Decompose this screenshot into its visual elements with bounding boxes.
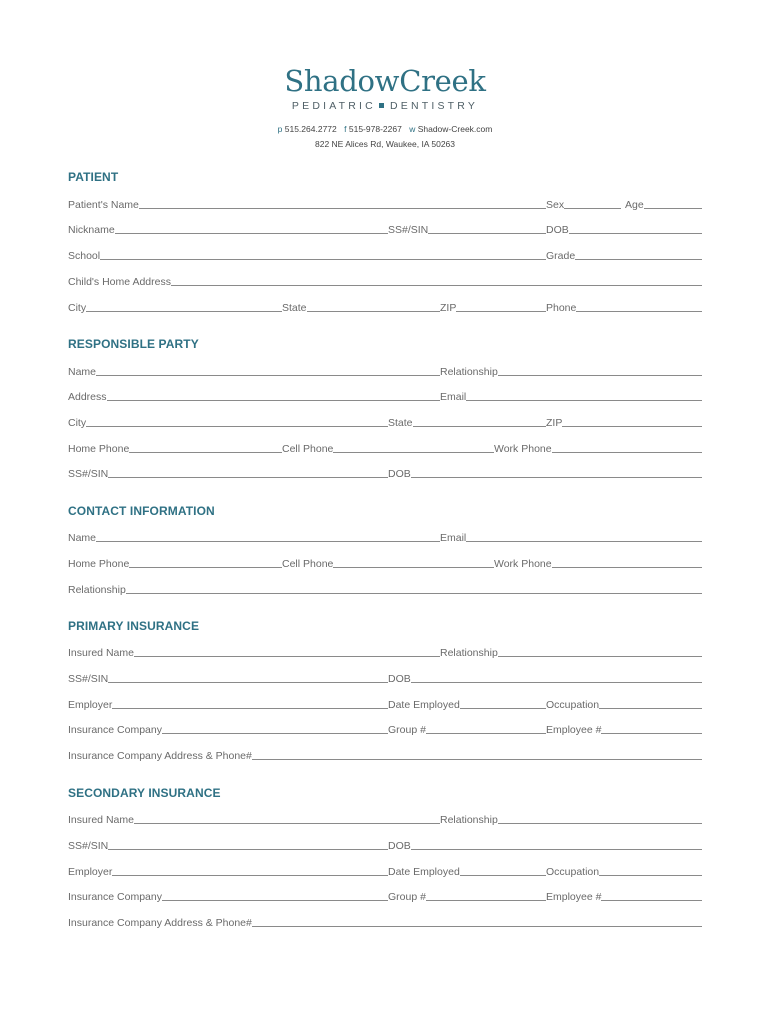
phone-key: p [277,124,283,134]
patient-state-field[interactable] [282,300,440,314]
secondary-insurance-company-field[interactable] [68,889,388,903]
patient-school-field[interactable] [68,248,546,262]
field-label: Insured Name [68,814,134,826]
phone-number: 515.264.2772 [284,124,337,134]
field-label: SS#/SIN [68,673,109,685]
field-line[interactable] [162,889,388,901]
responsible-city-field[interactable] [68,415,388,429]
field-label: State [282,302,307,314]
field-label: Employer [68,699,113,711]
responsible-home-phone-field[interactable] [68,441,282,455]
primary-row-4 [68,722,702,736]
responsible-name-field[interactable] [68,364,440,378]
field-line[interactable] [413,415,546,427]
secondary-group-field[interactable] [388,889,546,903]
field-line[interactable] [86,415,388,427]
field-line[interactable] [456,300,546,312]
field-line[interactable] [107,389,440,401]
secondary-row-5 [68,915,702,929]
primary-row-3 [68,697,702,711]
contact-row-1 [68,530,702,544]
field-line[interactable] [601,889,702,901]
field-label: Name [68,532,97,544]
patient-city-field[interactable] [68,300,282,314]
field-label: Relationship [68,584,126,596]
field-line[interactable] [129,441,282,453]
field-line[interactable] [411,466,702,478]
field-line[interactable] [460,697,546,709]
field-label: Home Phone [68,443,130,455]
field-label: Employer [68,866,113,878]
field-label: City [68,302,87,314]
field-line[interactable] [411,671,702,683]
field-label: DOB [388,673,411,685]
website: Shadow-Creek.com [417,124,493,134]
primary-date-employed-field[interactable] [388,697,546,711]
primary-insured-name-field[interactable] [68,645,440,659]
field-label: Patient's Name [68,199,139,211]
field-line[interactable] [552,441,702,453]
field-label: Insured Name [68,647,134,659]
field-label: Insurance Company [68,891,162,903]
bullet-icon [379,103,384,108]
field-label: SS#/SIN [68,468,109,480]
field-label: Group # [388,891,426,903]
field-line[interactable] [601,722,702,734]
secondary-employee-field[interactable] [546,889,702,903]
brand-logo-subtitle [0,99,770,113]
patient-name-field[interactable] [68,197,546,211]
field-label: Insurance Company [68,724,162,736]
field-label: Occupation [546,866,600,878]
primary-employee-field[interactable] [546,722,702,736]
field-label: ZIP [440,302,457,314]
secondary-row-2 [68,838,702,852]
web-key: w [409,124,416,134]
secondary-row-1 [68,812,702,826]
field-label: Child's Home Address [68,276,171,288]
field-label: Age [625,199,644,211]
secondary-row-4 [68,889,702,903]
responsible-row-2 [68,389,702,403]
section-title-responsible-party: RESPONSIBLE PARTY [68,337,199,351]
field-line[interactable] [86,300,282,312]
field-line[interactable] [134,645,440,657]
field-label: Address [68,391,107,403]
primary-relationship-field[interactable] [440,645,702,659]
office-address: 822 NE Alices Rd, Waukee, IA 50263 [314,139,456,149]
field-line[interactable] [599,697,702,709]
contact-line [0,123,770,135]
field-label: Cell Phone [282,443,334,455]
secondary-date-employed-field[interactable] [388,864,546,878]
field-line[interactable] [428,222,546,234]
field-label: Grade [546,250,576,262]
fax-key: f [344,124,347,134]
patient-dob-field[interactable] [546,222,702,236]
field-line[interactable] [498,364,702,376]
field-line[interactable] [108,466,388,478]
patient-row-3 [68,248,702,262]
field-label: Nickname [68,224,115,236]
patient-row-1 [68,197,702,211]
section-title-secondary-insurance: SECONDARY INSURANCE [68,786,221,800]
field-label: DOB [388,840,411,852]
field-line[interactable] [307,300,440,312]
field-label: Employee # [546,724,602,736]
patient-age-field[interactable] [621,197,702,211]
field-label: Date Employed [388,866,460,878]
responsible-address-field[interactable] [68,389,440,403]
patient-home-address-field[interactable] [68,274,702,288]
contact-cell-phone-field[interactable] [282,556,494,570]
field-line[interactable] [576,300,702,312]
patient-nickname-field[interactable] [68,222,388,236]
patient-sex-field[interactable] [546,197,621,211]
primary-row-5 [68,748,702,762]
responsible-row-4 [68,441,702,455]
field-label: ZIP [546,417,563,429]
responsible-relationship-field[interactable] [440,364,702,378]
contact-home-phone-field[interactable] [68,556,282,570]
field-label: Work Phone [494,443,552,455]
field-label: Sex [546,199,565,211]
contact-relationship-field[interactable] [68,582,702,596]
contact-work-phone-field[interactable] [494,556,702,570]
brand-sub-left: PEDIATRIC [291,100,376,112]
field-label: DOB [388,468,411,480]
field-label: Occupation [546,699,600,711]
field-line[interactable] [108,838,388,850]
field-label: Date Employed [388,699,460,711]
field-line[interactable] [466,530,702,542]
field-label: Email [440,391,467,403]
field-line[interactable] [139,197,546,209]
field-label: Group # [388,724,426,736]
secondary-insured-name-field[interactable] [68,812,440,826]
primary-dob-field[interactable] [388,671,702,685]
field-line[interactable] [552,556,702,568]
field-line[interactable] [498,812,702,824]
responsible-dob-field[interactable] [388,466,702,480]
field-line[interactable] [564,197,621,209]
responsible-work-phone-field[interactable] [494,441,702,455]
field-line[interactable] [333,441,494,453]
section-title-contact-information: CONTACT INFORMATION [68,504,215,518]
field-label: School [68,250,101,262]
primary-employer-field[interactable] [68,697,388,711]
letterhead [0,64,770,150]
responsible-row-3 [68,415,702,429]
field-label: Relationship [440,366,498,378]
field-line[interactable] [252,915,702,927]
field-line[interactable] [129,556,282,568]
field-line[interactable] [252,748,702,760]
field-line[interactable] [466,389,702,401]
secondary-company-address-field[interactable] [68,915,702,929]
patient-row-2 [68,222,702,236]
secondary-dob-field[interactable] [388,838,702,852]
field-line[interactable] [162,722,388,734]
field-line[interactable] [426,722,546,734]
field-line[interactable] [171,274,702,286]
field-label: Cell Phone [282,558,334,570]
field-label: Relationship [440,814,498,826]
field-label: Insurance Company Address & Phone# [68,917,252,929]
field-line[interactable] [96,530,440,542]
field-label: City [68,417,87,429]
section-title-primary-insurance: PRIMARY INSURANCE [68,619,200,633]
patient-row-5 [68,300,702,314]
responsible-state-field[interactable] [388,415,546,429]
responsible-cell-phone-field[interactable] [282,441,494,455]
secondary-occupation-field[interactable] [546,864,702,878]
patient-grade-field[interactable] [546,248,702,262]
field-line[interactable] [112,697,388,709]
responsible-row-5 [68,466,702,480]
field-line[interactable] [115,222,388,234]
field-label: DOB [546,224,569,236]
primary-group-field[interactable] [388,722,546,736]
secondary-row-3 [68,864,702,878]
section-title-patient: PATIENT [68,170,119,184]
field-label: Employee # [546,891,602,903]
contact-row-3 [68,582,702,596]
field-line[interactable] [100,248,546,260]
secondary-employer-field[interactable] [68,864,388,878]
primary-ssn-field[interactable] [68,671,388,685]
primary-row-2 [68,671,702,685]
responsible-email-field[interactable] [440,389,702,403]
secondary-ssn-field[interactable] [68,838,388,852]
field-line[interactable] [426,889,546,901]
field-line[interactable] [599,864,702,876]
primary-company-address-field[interactable] [68,748,702,762]
responsible-zip-field[interactable] [546,415,702,429]
primary-occupation-field[interactable] [546,697,702,711]
field-label: Phone [546,302,577,314]
field-label: SS#/SIN [388,224,429,236]
field-line[interactable] [96,364,440,376]
field-line[interactable] [498,645,702,657]
field-label: Work Phone [494,558,552,570]
secondary-relationship-field[interactable] [440,812,702,826]
primary-row-1 [68,645,702,659]
field-label: Name [68,366,97,378]
patient-zip-field[interactable] [440,300,546,314]
field-label: Relationship [440,647,498,659]
field-label: SS#/SIN [68,840,109,852]
field-line[interactable] [112,864,388,876]
field-label: State [388,417,413,429]
brand-sub-right: DENTISTRY [389,100,479,112]
field-label: Insurance Company Address & Phone# [68,750,252,762]
field-line[interactable] [562,415,702,427]
patient-phone-field[interactable] [546,300,702,314]
field-line[interactable] [108,671,388,683]
responsible-ssn-field[interactable] [68,466,388,480]
field-line[interactable] [126,582,702,594]
patient-ssn-field[interactable] [388,222,546,236]
field-line[interactable] [134,812,440,824]
primary-insurance-company-field[interactable] [68,722,388,736]
field-line[interactable] [644,197,702,209]
contact-name-field[interactable] [68,530,440,544]
responsible-row-1 [68,364,702,378]
contact-email-field[interactable] [440,530,702,544]
field-label: Email [440,532,467,544]
field-line[interactable] [569,222,702,234]
field-line[interactable] [411,838,702,850]
patient-row-4 [68,274,702,288]
field-line[interactable] [460,864,546,876]
field-line[interactable] [333,556,494,568]
field-line[interactable] [575,248,702,260]
field-label: Home Phone [68,558,130,570]
brand-logo-name: ShadowCreek [284,64,486,98]
fax-number: 515-978-2267 [348,124,402,134]
contact-row-2 [68,556,702,570]
